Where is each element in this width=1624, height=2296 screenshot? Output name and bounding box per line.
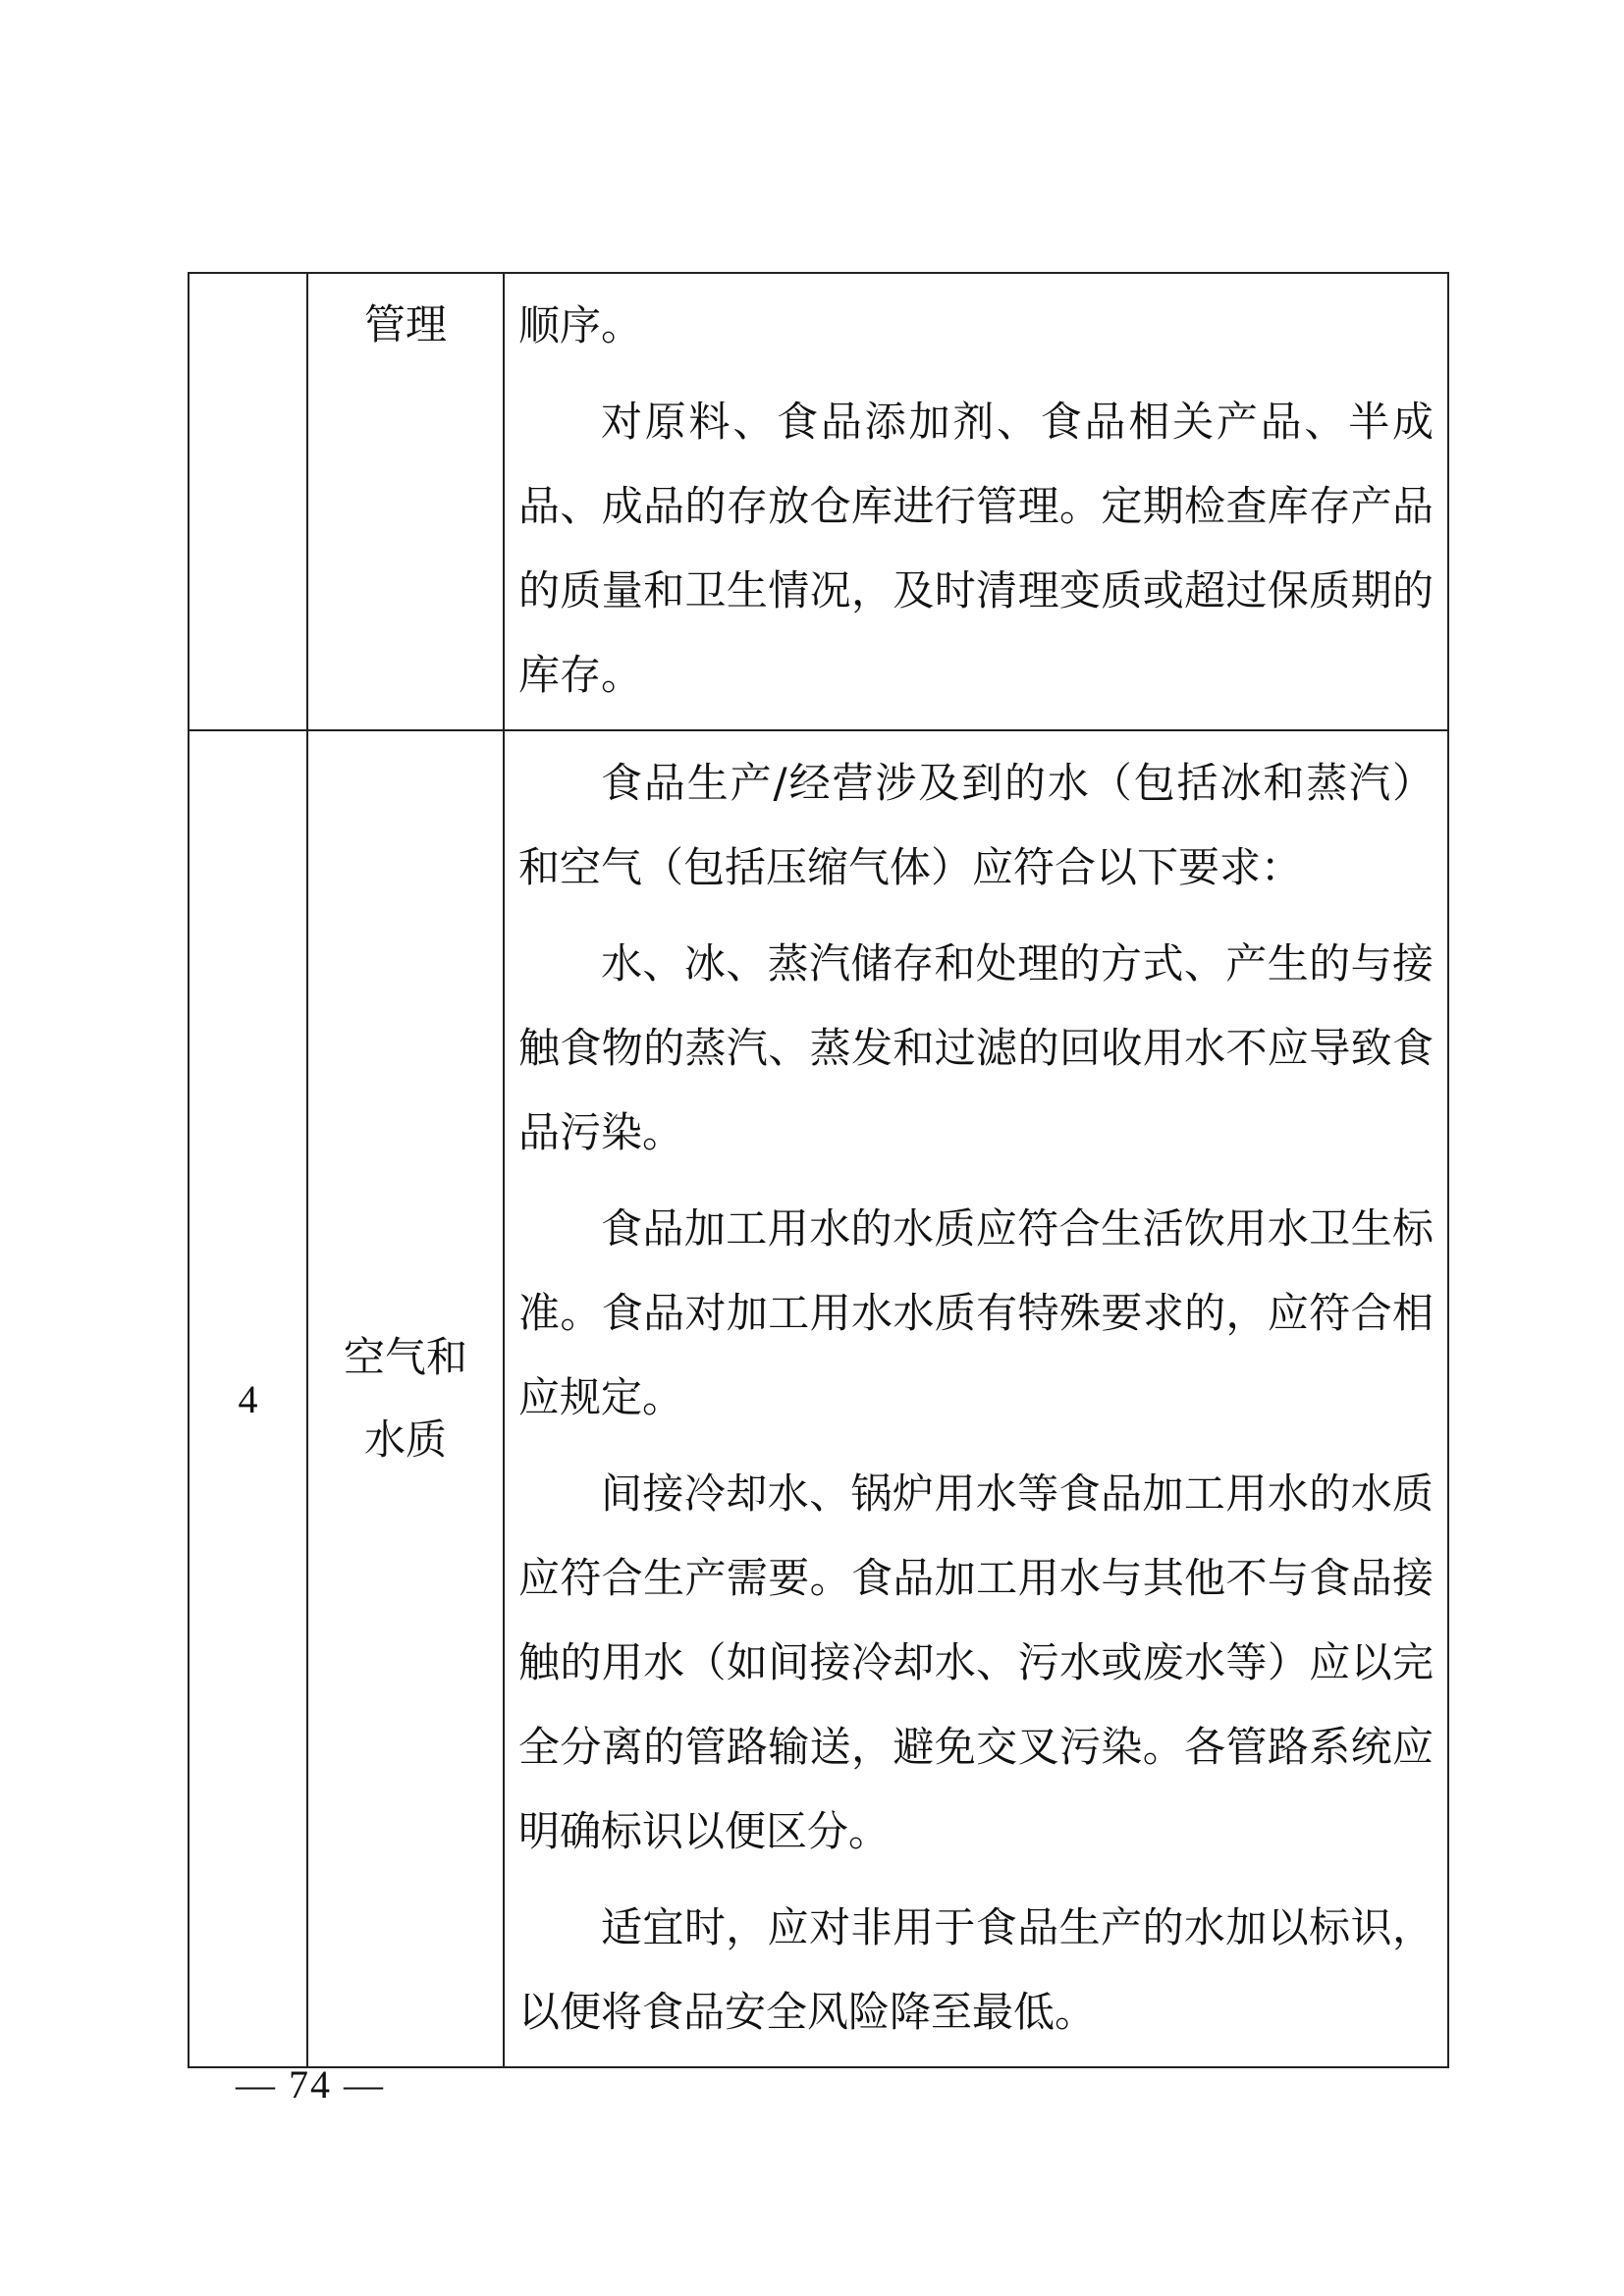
content-paragraph: 顺序。 (518, 301, 643, 349)
content-cell (504, 730, 1448, 2067)
table-row (189, 273, 1448, 730)
row-number-cell (189, 273, 307, 730)
item-name-cell (307, 273, 504, 730)
requirements-table (188, 272, 1449, 2068)
content-paragraph: 食品加工用水的水质应符合生活饮用水卫生标准。食品对加工用水水质有特殊要求的，应符合相应规定。 (518, 1204, 1434, 1421)
item-name-cell (307, 730, 504, 2067)
content-paragraph: 食品生产/经营涉及到的水（包括冰和蒸汽）和空气（包括压缩气体）应符合以下要求： (518, 759, 1434, 891)
content-paragraph: 间接冷却水、锅炉用水等食品加工用水的水质应符合生产需要。食品加工用水与其他不与食品接触的用水（如间接冷却水、污水或废水等）应以完全分离的管路输送，避免交叉污染。各管路系统应明确标识以便区分。 (518, 1469, 1434, 1855)
item-name-line: 空气和 (343, 1333, 467, 1381)
content-paragraph: 适宜时，应对非用于食品生产的水加以标识，以便将食品安全风险降至最低。 (518, 1903, 1434, 2036)
page-number: — 74 — (236, 2062, 385, 2107)
item-name: 管理 (363, 300, 447, 348)
item-name-line: 水质 (363, 1415, 447, 1464)
table-row (189, 730, 1448, 2067)
row-number-cell: 4 (189, 730, 307, 2067)
content-cell (504, 273, 1448, 730)
content-paragraph: 水、冰、蒸汽储存和处理的方式、产生的与接触食物的蒸汽、蒸发和过滤的回收用水不应导致食品污染。 (518, 939, 1434, 1156)
content-paragraph: 对原料、食品添加剂、食品相关产品、半成品、成品的存放仓库进行管理。定期检查库存产品的质量和卫生情况，及时清理变质或超过保质期的库存。 (518, 398, 1434, 699)
